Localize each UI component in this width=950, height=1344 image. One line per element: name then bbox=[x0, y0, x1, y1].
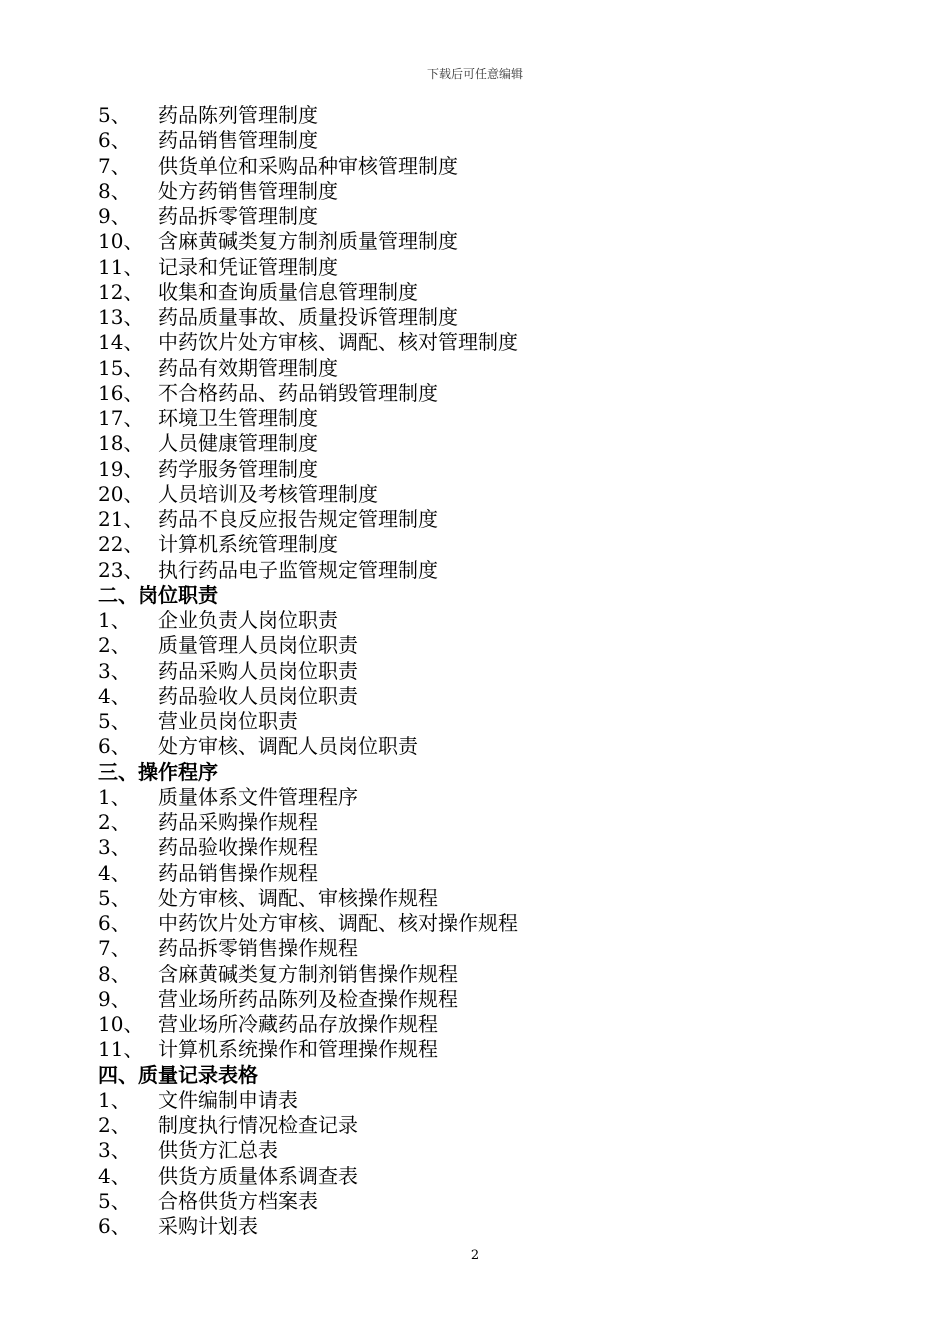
list-item-text: 不合格药品、药品销毁管理制度 bbox=[158, 380, 438, 405]
list-item-number: 8、 bbox=[98, 961, 131, 986]
list-item bbox=[98, 381, 858, 406]
list-item-number: 17、 bbox=[98, 406, 144, 430]
list-item-number: 23、 bbox=[98, 557, 144, 582]
list-item-text: 营业员岗位职责 bbox=[158, 709, 298, 733]
list-item-number: 9、 bbox=[98, 986, 131, 1011]
list-item bbox=[98, 659, 858, 684]
list-item bbox=[98, 330, 858, 355]
list-item bbox=[98, 431, 858, 456]
list-item-number: 13、 bbox=[98, 305, 144, 329]
list-item bbox=[98, 128, 858, 153]
list-item-text: 药品不良反应报告规定管理制度 bbox=[158, 507, 438, 531]
list-item-text: 企业负责人岗位职责 bbox=[158, 608, 338, 632]
list-item-number: 2、 bbox=[98, 810, 131, 834]
list-item bbox=[98, 734, 858, 759]
list-item-text: 质量管理人员岗位职责 bbox=[158, 633, 358, 658]
list-item-number: 16、 bbox=[98, 380, 144, 405]
page-number: 2 bbox=[470, 1248, 480, 1263]
list-item-number: 6、 bbox=[98, 911, 131, 935]
list-item-number: 14、 bbox=[98, 330, 144, 355]
list-item-number: 15、 bbox=[98, 355, 144, 380]
section-heading: 三、操作程序 bbox=[98, 759, 218, 784]
list-item-number: 11、 bbox=[98, 1037, 144, 1062]
page-header: 下载后可任意编辑 bbox=[426, 67, 523, 81]
list-item-text: 制度执行情况检查记录 bbox=[158, 1113, 358, 1137]
list-item bbox=[98, 1214, 858, 1239]
list-item bbox=[98, 1037, 858, 1062]
list-item-text: 计算机系统操作和管理操作规程 bbox=[158, 1037, 438, 1062]
list-item-text: 处方审核、调配、审核操作规程 bbox=[158, 885, 438, 910]
list-item-number: 10、 bbox=[98, 229, 144, 254]
list-item-text: 中药饮片处方审核、调配、核对操作规程 bbox=[158, 911, 518, 935]
list-item-number: 4、 bbox=[98, 683, 131, 708]
list-item bbox=[98, 255, 858, 280]
list-item bbox=[98, 936, 858, 961]
list-item-text: 处方审核、调配人员岗位职责 bbox=[158, 734, 418, 759]
list-item-number: 19、 bbox=[98, 456, 144, 481]
list-item bbox=[98, 179, 858, 204]
list-item bbox=[98, 103, 858, 128]
list-item bbox=[98, 532, 858, 557]
list-item-text: 执行药品电子监管规定管理制度 bbox=[158, 557, 438, 582]
list-item bbox=[98, 229, 858, 254]
list-item bbox=[98, 1113, 858, 1138]
list-item-text: 合格供货方档案表 bbox=[158, 1188, 318, 1213]
list-item bbox=[98, 1189, 858, 1214]
list-item-text: 计算机系统管理制度 bbox=[158, 532, 338, 557]
list-item-number: 10、 bbox=[98, 1012, 144, 1036]
list-item bbox=[98, 709, 858, 734]
list-item-text: 供货单位和采购品种审核管理制度 bbox=[158, 153, 458, 178]
list-item-number: 3、 bbox=[98, 835, 131, 860]
list-item-text: 中药饮片处方审核、调配、核对管理制度 bbox=[158, 330, 518, 355]
list-item bbox=[98, 280, 858, 305]
list-item-number: 1、 bbox=[98, 784, 131, 809]
list-item bbox=[98, 886, 858, 911]
list-item-text: 药品销售操作规程 bbox=[158, 860, 318, 885]
list-item bbox=[98, 507, 858, 532]
list-item-text: 收集和查询质量信息管理制度 bbox=[158, 279, 418, 304]
list-item bbox=[98, 684, 858, 709]
list-item bbox=[98, 558, 858, 583]
document-body bbox=[98, 103, 858, 1239]
list-item-number: 6、 bbox=[98, 1214, 131, 1238]
list-item-number: 4、 bbox=[98, 1163, 131, 1188]
list-item-number: 7、 bbox=[98, 153, 131, 178]
list-item-text: 环境卫生管理制度 bbox=[158, 406, 318, 430]
list-item bbox=[98, 785, 858, 810]
list-item-number: 1、 bbox=[98, 1087, 131, 1112]
list-item-text: 营业场所冷藏药品存放操作规程 bbox=[158, 1012, 438, 1036]
list-item bbox=[98, 457, 858, 482]
list-item-text: 采购计划表 bbox=[158, 1214, 258, 1238]
list-item bbox=[98, 305, 858, 330]
list-item-text: 营业场所药品陈列及检查操作规程 bbox=[158, 986, 458, 1011]
list-item bbox=[98, 406, 858, 431]
list-item-text: 文件编制申请表 bbox=[158, 1087, 298, 1112]
list-item bbox=[98, 608, 858, 633]
list-item-number: 2、 bbox=[98, 633, 131, 658]
list-item bbox=[98, 861, 858, 886]
list-item-number: 3、 bbox=[98, 658, 131, 683]
list-item-number: 6、 bbox=[98, 128, 131, 153]
list-item bbox=[98, 1088, 858, 1113]
list-item-number: 20、 bbox=[98, 481, 144, 506]
list-item-text: 药品采购人员岗位职责 bbox=[158, 658, 358, 683]
list-item-number: 9、 bbox=[98, 204, 131, 228]
list-item-number: 21、 bbox=[98, 507, 144, 531]
list-item-text: 含麻黄碱类复方制剂销售操作规程 bbox=[158, 961, 458, 986]
list-item bbox=[98, 810, 858, 835]
list-item-text: 质量体系文件管理程序 bbox=[158, 784, 358, 809]
list-item-number: 1、 bbox=[98, 608, 131, 632]
list-item-number: 6、 bbox=[98, 734, 131, 759]
list-item bbox=[98, 987, 858, 1012]
list-item bbox=[98, 356, 858, 381]
list-item-number: 5、 bbox=[98, 885, 131, 910]
list-item-text: 供货方汇总表 bbox=[158, 1138, 278, 1163]
list-item bbox=[98, 911, 858, 936]
list-item-number: 2、 bbox=[98, 1113, 131, 1137]
list-item-text: 药品陈列管理制度 bbox=[158, 103, 318, 127]
list-item-number: 18、 bbox=[98, 431, 144, 456]
list-item-text: 药品采购操作规程 bbox=[158, 810, 318, 834]
list-item-text: 药品有效期管理制度 bbox=[158, 355, 338, 380]
list-item bbox=[98, 962, 858, 987]
section-heading: 四、质量记录表格 bbox=[98, 1062, 258, 1087]
list-item-number: 5、 bbox=[98, 103, 131, 127]
list-item-text: 供货方质量体系调查表 bbox=[158, 1163, 358, 1188]
list-item-text: 药品销售管理制度 bbox=[158, 128, 318, 153]
list-item-number: 11、 bbox=[98, 254, 144, 279]
list-item-number: 8、 bbox=[98, 178, 131, 203]
list-item-text: 处方药销售管理制度 bbox=[158, 178, 338, 203]
list-item-number: 5、 bbox=[98, 1188, 131, 1213]
list-item-text: 药学服务管理制度 bbox=[158, 456, 318, 481]
list-item-number: 12、 bbox=[98, 279, 144, 304]
list-item bbox=[98, 482, 858, 507]
list-item-number: 22、 bbox=[98, 532, 144, 557]
section-heading: 二、岗位职责 bbox=[98, 582, 218, 607]
list-item-number: 5、 bbox=[98, 709, 131, 733]
list-item-text: 含麻黄碱类复方制剂质量管理制度 bbox=[158, 229, 458, 254]
list-item bbox=[98, 1164, 858, 1189]
list-item-number: 4、 bbox=[98, 860, 131, 885]
list-item-text: 药品拆零销售操作规程 bbox=[158, 936, 358, 961]
list-item-text: 药品拆零管理制度 bbox=[158, 204, 318, 228]
list-item-text: 人员培训及考核管理制度 bbox=[158, 481, 378, 506]
list-item-text: 药品验收操作规程 bbox=[158, 835, 318, 860]
list-item bbox=[98, 1138, 858, 1163]
list-item bbox=[98, 835, 858, 860]
list-item bbox=[98, 154, 858, 179]
list-item-text: 记录和凭证管理制度 bbox=[158, 254, 338, 279]
list-item-text: 药品验收人员岗位职责 bbox=[158, 683, 358, 708]
list-item bbox=[98, 204, 858, 229]
list-item-text: 人员健康管理制度 bbox=[158, 431, 318, 456]
list-item-text: 药品质量事故、质量投诉管理制度 bbox=[158, 305, 458, 329]
list-item-number: 7、 bbox=[98, 936, 131, 961]
list-item bbox=[98, 1012, 858, 1037]
list-item-number: 3、 bbox=[98, 1138, 131, 1163]
list-item bbox=[98, 633, 858, 658]
